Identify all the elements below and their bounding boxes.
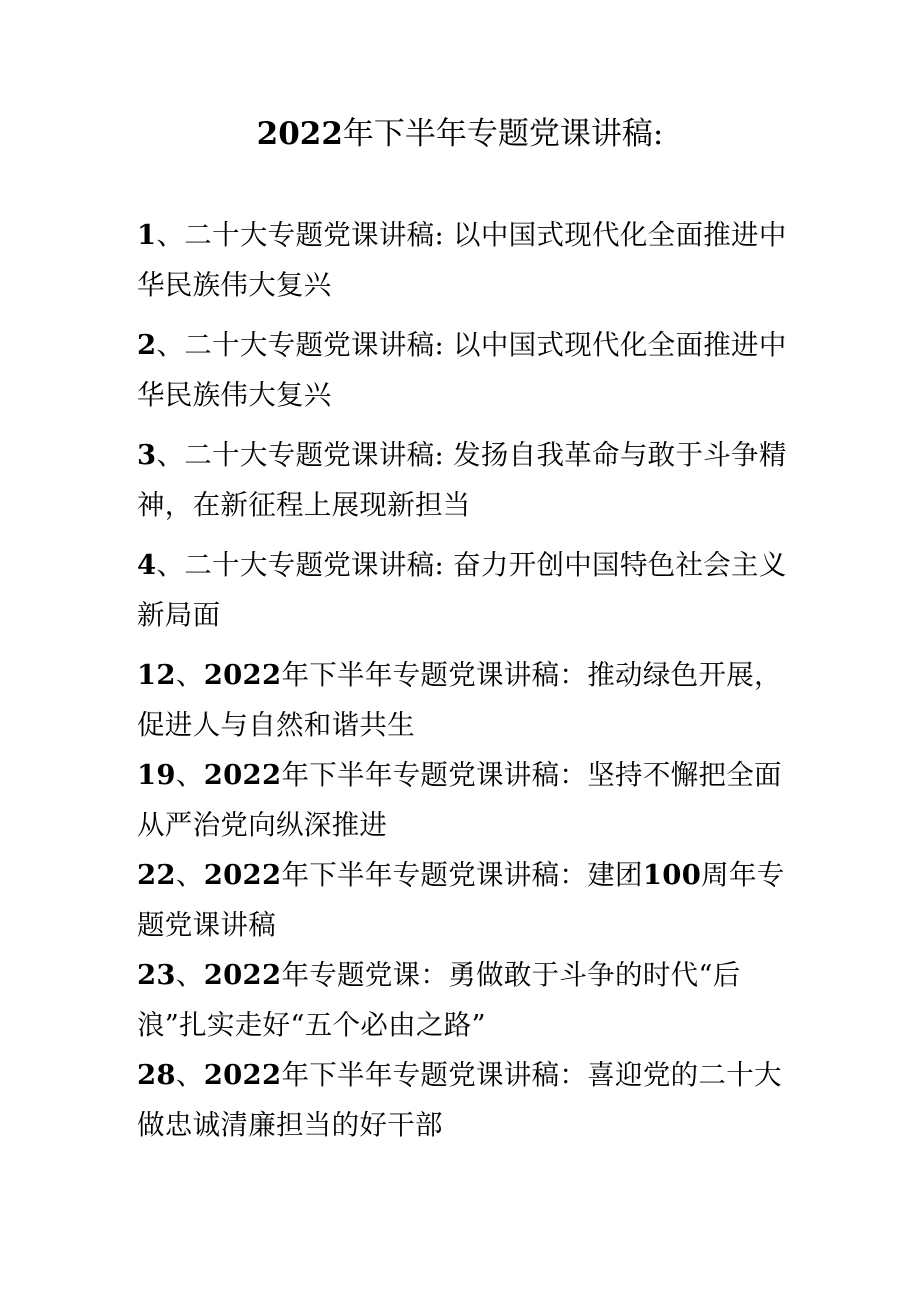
title-year: 2022: [256, 116, 343, 152]
list-item: [137, 320, 789, 420]
talk-list: [137, 210, 789, 1150]
list-item: [137, 750, 789, 850]
item-text: 周年专题党课讲稿: [137, 859, 785, 941]
item-separator: 、: [175, 859, 204, 891]
item-text: 二十大专题党课讲稿: 以中国式现代化全面推进中华民族伟大复兴: [137, 329, 787, 411]
list-item: [137, 850, 789, 950]
list-item: [137, 650, 789, 750]
item-index: 22: [137, 859, 176, 891]
item-year: 2022: [203, 959, 282, 991]
item-year: 2022: [203, 1059, 282, 1091]
item-index: 12: [137, 659, 176, 691]
document-title: [0, 112, 920, 156]
item-text: 二十大专题党课讲稿: 以中国式现代化全面推进中华民族伟大复兴: [137, 219, 787, 301]
item-index: 19: [137, 759, 176, 791]
item-separator: 、: [175, 659, 204, 691]
item-text: 年下半年专题党课讲稿：喜迎党的二十大做忠诚清廉担当的好干部: [137, 1059, 782, 1141]
item-index: 2: [137, 329, 157, 361]
item-index: 3: [137, 439, 157, 471]
item-separator: 、: [175, 1059, 204, 1091]
list-item: [137, 540, 789, 640]
item-separator: 、: [156, 329, 185, 361]
list-item: [137, 210, 789, 310]
list-item: [137, 1050, 789, 1150]
item-text: 二十大专题党课讲稿: 发扬自我革命与敢于斗争精神，在新征程上展现新担当: [137, 439, 787, 521]
item-year: 2022: [203, 759, 282, 791]
item-index: 4: [137, 549, 157, 581]
item-text: 年下半年专题党课讲稿：坚持不懈把全面从严治党向纵深推进: [137, 759, 782, 841]
item-year: 2022: [203, 659, 282, 691]
item-number: 100: [642, 859, 702, 891]
item-text: 年专题党课：勇做敢于斗争的时代“后浪”扎实走好“五个必由之路”: [137, 959, 741, 1041]
item-separator: 、: [156, 439, 185, 471]
item-separator: 、: [175, 959, 204, 991]
item-index: 23: [137, 959, 176, 991]
title-text: 年下半年专题党课讲稿:: [342, 116, 664, 152]
list-item: [137, 430, 789, 530]
item-separator: 、: [156, 549, 185, 581]
item-text: 年下半年专题党课讲稿：推动绿色开展，促进人与自然和谐共生: [137, 659, 782, 741]
item-index: 1: [137, 219, 157, 251]
item-separator: 、: [156, 219, 185, 251]
list-item: [137, 950, 789, 1050]
item-index: 28: [137, 1059, 176, 1091]
item-separator: 、: [175, 759, 204, 791]
item-year: 2022: [203, 859, 282, 891]
item-text: 二十大专题党课讲稿: 奋力开创中国特色社会主义新局面: [137, 549, 787, 631]
item-text: 年下半年专题党课讲稿：建团: [281, 859, 643, 891]
